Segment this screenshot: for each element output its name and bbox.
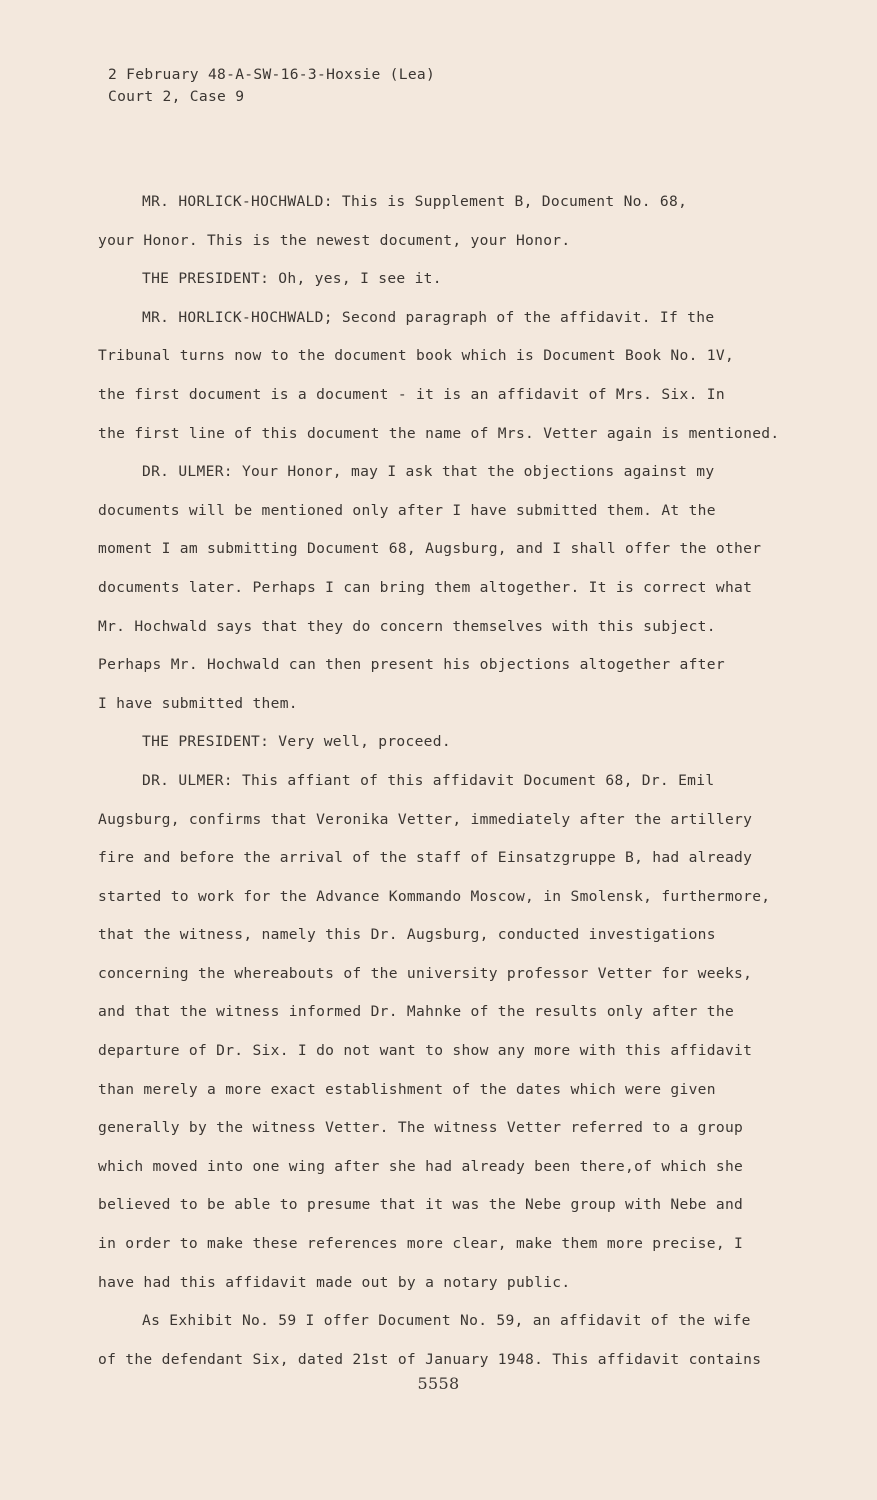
- header-court-line: Court 2, Case 9: [108, 88, 245, 105]
- transcript-line: believed to be able to presume that it was the Nebe group with Nebe and: [98, 1196, 744, 1214]
- document-header: [108, 64, 435, 108]
- transcript-line: THE PRESIDENT: Oh, yes, I see it.: [142, 270, 442, 288]
- transcript-body: [98, 183, 823, 1379]
- transcript-line: DR. ULMER: Your Honor, may I ask that the objections against my: [142, 463, 715, 481]
- transcript-line: documents later. Perhaps I can bring them altogether. It is correct what: [98, 578, 753, 596]
- page-number: 5558: [417, 1374, 460, 1393]
- transcript-line: moment I am submitting Document 68, Augsburg, and I shall offer the other: [98, 540, 762, 558]
- transcript-line: generally by the witness Vetter. The witness Vetter referred to a group: [98, 1119, 744, 1137]
- transcript-line: Perhaps Mr. Hochwald can then present his objections altogether after: [98, 656, 725, 674]
- transcript-line: which moved into one wing after she had already been there,of which she: [98, 1157, 744, 1175]
- transcript-line: Mr. Hochwald says that they do concern themselves with this subject.: [98, 617, 716, 635]
- transcript-line: As Exhibit No. 59 I offer Document No. 59, an affidavit of the wife: [142, 1312, 751, 1330]
- transcript-line: the first line of this document the name of Mrs. Vetter again is mentioned.: [98, 424, 780, 442]
- transcript-line: the first document is a document - it is an affidavit of Mrs. Six. In: [98, 385, 725, 403]
- transcript-line: than merely a more exact establishment of the dates which were given: [98, 1080, 716, 1098]
- transcript-line: in order to make these references more clear, make them more precise, I: [98, 1235, 744, 1253]
- transcript-line: I have submitted them.: [98, 694, 298, 712]
- transcript-line: fire and before the arrival of the staff of Einsatzgruppe B, had already: [98, 849, 753, 867]
- transcript-line: that the witness, namely this Dr. Augsburg, conducted investigations: [98, 926, 716, 944]
- transcript-line: DR. ULMER: This affiant of this affidavit Document 68, Dr. Emil: [142, 771, 715, 789]
- transcript-line: MR. HORLICK-HOCHWALD: This is Supplement B, Document No. 68,: [142, 193, 688, 210]
- transcript-line: of the defendant Six, dated 21st of January 1948. This affidavit contains: [98, 1350, 762, 1368]
- transcript-line: your Honor. This is the newest document, your Honor.: [98, 231, 571, 249]
- transcript-line: departure of Dr. Six. I do not want to show any more with this affidavit: [98, 1042, 753, 1060]
- transcript-line: have had this affidavit made out by a notary public.: [98, 1273, 571, 1291]
- transcript-line: THE PRESIDENT: Very well, proceed.: [142, 733, 451, 751]
- transcript-line: and that the witness informed Dr. Mahnke of the results only after the: [98, 1003, 735, 1021]
- transcript-line: Tribunal turns now to the document book which is Document Book No. 1V,: [98, 347, 735, 365]
- header-date-line: 2 February 48-A-SW-16-3-Hoxsie (Lea): [108, 66, 436, 83]
- transcript-line: Augsburg, confirms that Veronika Vetter, immediately after the artillery: [98, 810, 753, 828]
- transcript-line: MR. HORLICK-HOCHWALD; Second paragraph of the affidavit. If the: [142, 308, 715, 326]
- transcript-line: started to work for the Advance Kommando Moscow, in Smolensk, furthermore,: [98, 887, 771, 905]
- transcript-line: concerning the whereabouts of the university professor Vetter for weeks,: [98, 964, 753, 982]
- transcript-line: documents will be mentioned only after I have submitted them. At the: [98, 501, 716, 519]
